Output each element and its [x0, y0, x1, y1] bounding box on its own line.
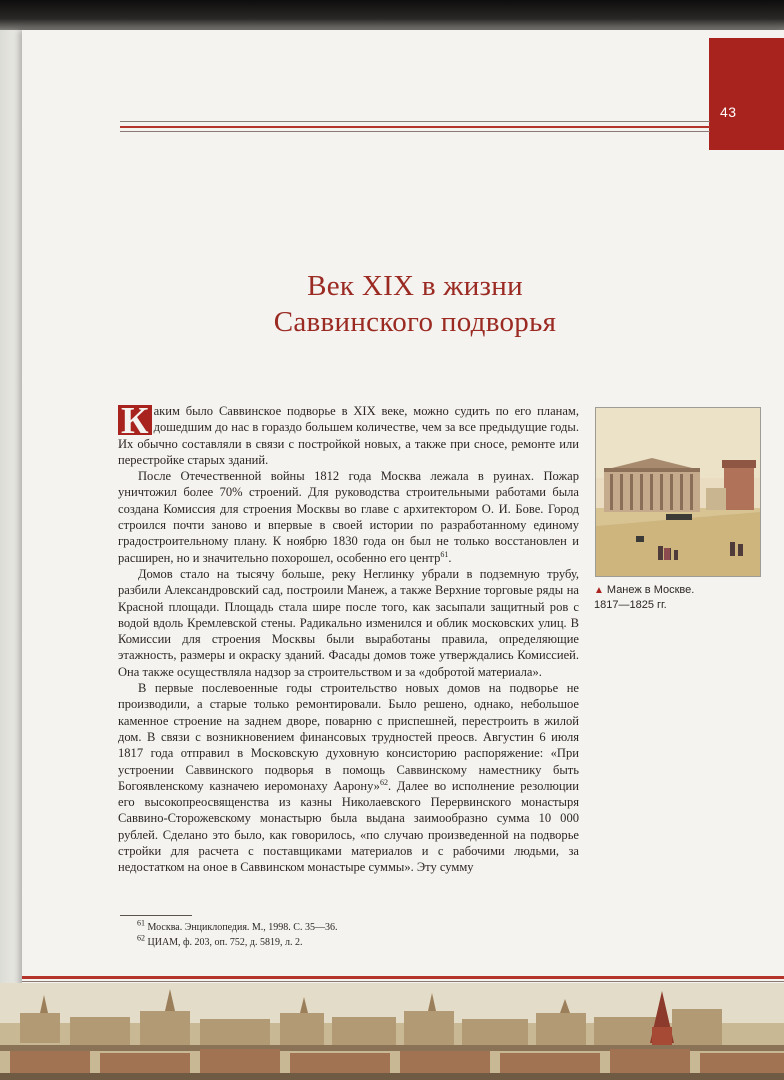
- triangle-up-icon: ▲: [594, 585, 604, 596]
- chapter-title-line2: Саввинского подворья: [273, 306, 557, 338]
- chapter-title: [120, 268, 710, 340]
- footer-rule-red: [22, 976, 784, 979]
- header-rule-red: [120, 126, 710, 128]
- header-rule: [120, 131, 710, 132]
- paragraph: Домов стало на тысячу больше, реку Неглинку убрали в подземную трубу, разбили Александровский сад, построили Манеж, а также Верхние торговые ряды на Красной площади. Площадь стала шире после того, как засыпали защитный ров с водой вдоль Кремлевской стены. Радикально изменился и облик московских улиц. В Комиссии для строения Москвы были выработаны правила, определяющие этажность, размеры и окраску зданий. Фасады домов тоже утверждались Комиссией. Она также осуществляла надзор за строительством и за «добротой материала».: [118, 566, 579, 679]
- illustration-caption: ▲ Манеж в Москве. 1817—1825 гг.: [594, 584, 695, 611]
- chapter-title-line1: Век XIX в жизни: [307, 270, 523, 302]
- body-text: [118, 400, 579, 876]
- footer-rule: [22, 981, 784, 982]
- paragraph: В первые послевоенные годы строительство новых домов на подворье не производили, а старые только ремонтировали. Было решено, однако, небольшое каменное строение на заднем дворе, поварню с приспешней, перестроить в жилой дом. В связи с возникновением финансовых трудностей преосв. Августин 6 июля 1817 года отправил в Московскую духовную консисторию распоряжение: «При устроении Саввинского подворья в помощь Саввинскому наместнику быть Богоявленскому казначею иеромонаху Аарону»$^{62}$. Далее во исполнение резолюции его высокопреосвященства из казны Николаевского Перервинского монастыря Саввино-Сторожевскому монастырю была выдана заимообразно сумма 10 000 рублей. Сделано это было, как говорилось, «по случаю произведенной на подворье стройки для расчета с поставщиками материалов и с рабочими людьми, за недостатком на оное в Саввинском монастыре суммы». Эту сумму: [118, 681, 579, 875]
- footnote-ref: 62: [379, 777, 388, 787]
- footnote: $^{62}$ ЦИАМ, ф. 203, оп. 752, д. 5819, л. 2.: [137, 933, 303, 948]
- footnote: $^{61}$ Москва. Энциклопедия. М., 1998. С. 35—36.: [137, 918, 338, 933]
- moscow-panorama-illustration: [0, 983, 784, 1080]
- paragraph: К аким было Саввинское подворье в XIX веке, можно судить по его планам, дошедшим до нас в гораздо большем количестве, чем за все предыдущие годы. Их обычно составляли в связи с постройкой новых, а также при сносе, ремонте или перестройке старых зданий.: [118, 400, 579, 467]
- page-number: 43: [720, 104, 737, 120]
- footnote-ref: 61: [440, 549, 449, 559]
- manege-painting: [595, 407, 761, 577]
- footnote-rule: [120, 915, 192, 916]
- paragraph: После Отечественной войны 1812 года Москва лежала в руинах. Пожар уничтожил более 70% строений. Для руководства строительными работами была создана Комиссия для строения Москвы во главе с архитектором О. И. Бове. Город строился почти заново и впервые в своей истории по разработанному единому градостроительному плану. К ноябрю 1830 года он был не только восстановлен и расширен, но и значительно похорошел, особенно его центр$^{61}$.: [118, 469, 579, 565]
- footnotes: [137, 920, 337, 950]
- facing-page-edge: [0, 30, 22, 1080]
- drop-cap: К: [118, 405, 152, 435]
- header-rule: [120, 121, 710, 122]
- page-number-tab: [709, 38, 784, 150]
- scan-top-shadow: [0, 0, 784, 34]
